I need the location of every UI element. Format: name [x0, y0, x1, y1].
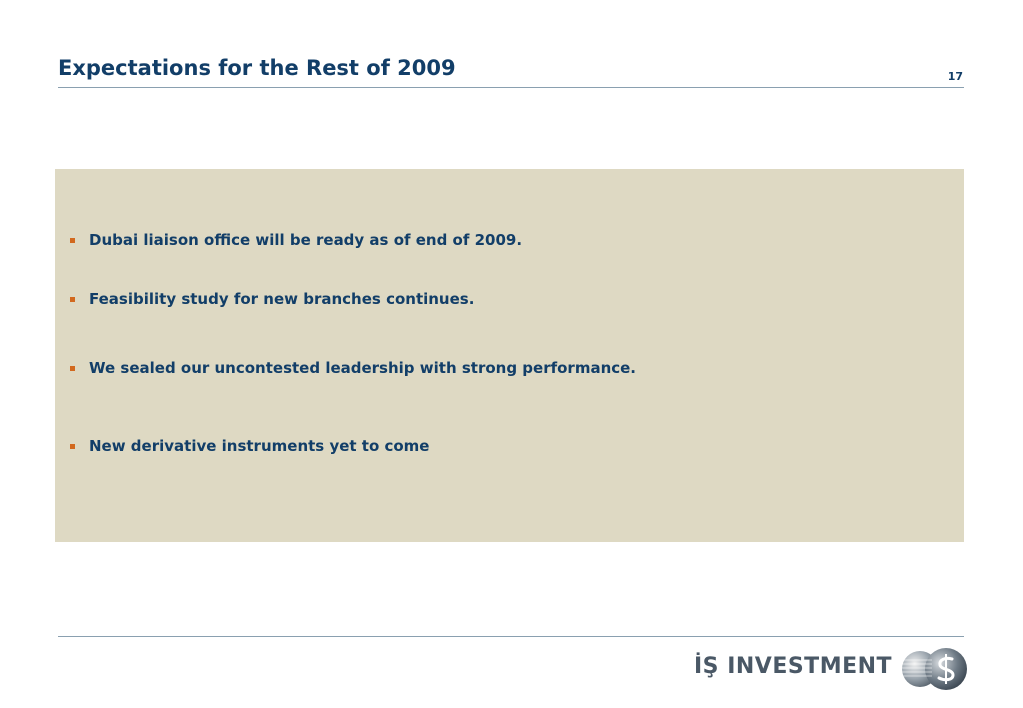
- bullet-text: Dubai liaison office will be ready as of end of 2009.: [89, 231, 523, 249]
- bullet-item: [70, 437, 429, 455]
- dollar-sphere-icon: [902, 646, 968, 692]
- footer-divider: [58, 636, 964, 637]
- bullet-text: New derivative instruments yet to come: [89, 437, 430, 455]
- header-divider: [58, 87, 964, 88]
- bullet-text: Feasibility study for new branches continues.: [89, 290, 475, 308]
- page-number: 17: [947, 70, 963, 83]
- bullet-square-icon: [70, 297, 75, 302]
- bullet-item: [70, 290, 474, 308]
- company-logo: [694, 646, 969, 692]
- bullet-item: [70, 231, 522, 249]
- bullet-square-icon: [70, 238, 75, 243]
- page-title: Expectations for the Rest of 2009: [58, 56, 456, 80]
- logo-wordmark: İŞ INVESTMENT: [694, 654, 893, 679]
- bullet-square-icon: [70, 444, 75, 449]
- bullet-text: We sealed our uncontested leadership with strong performance.: [89, 359, 637, 377]
- content-box: [55, 169, 964, 542]
- bullet-square-icon: [70, 366, 75, 371]
- bullet-item: [70, 359, 636, 377]
